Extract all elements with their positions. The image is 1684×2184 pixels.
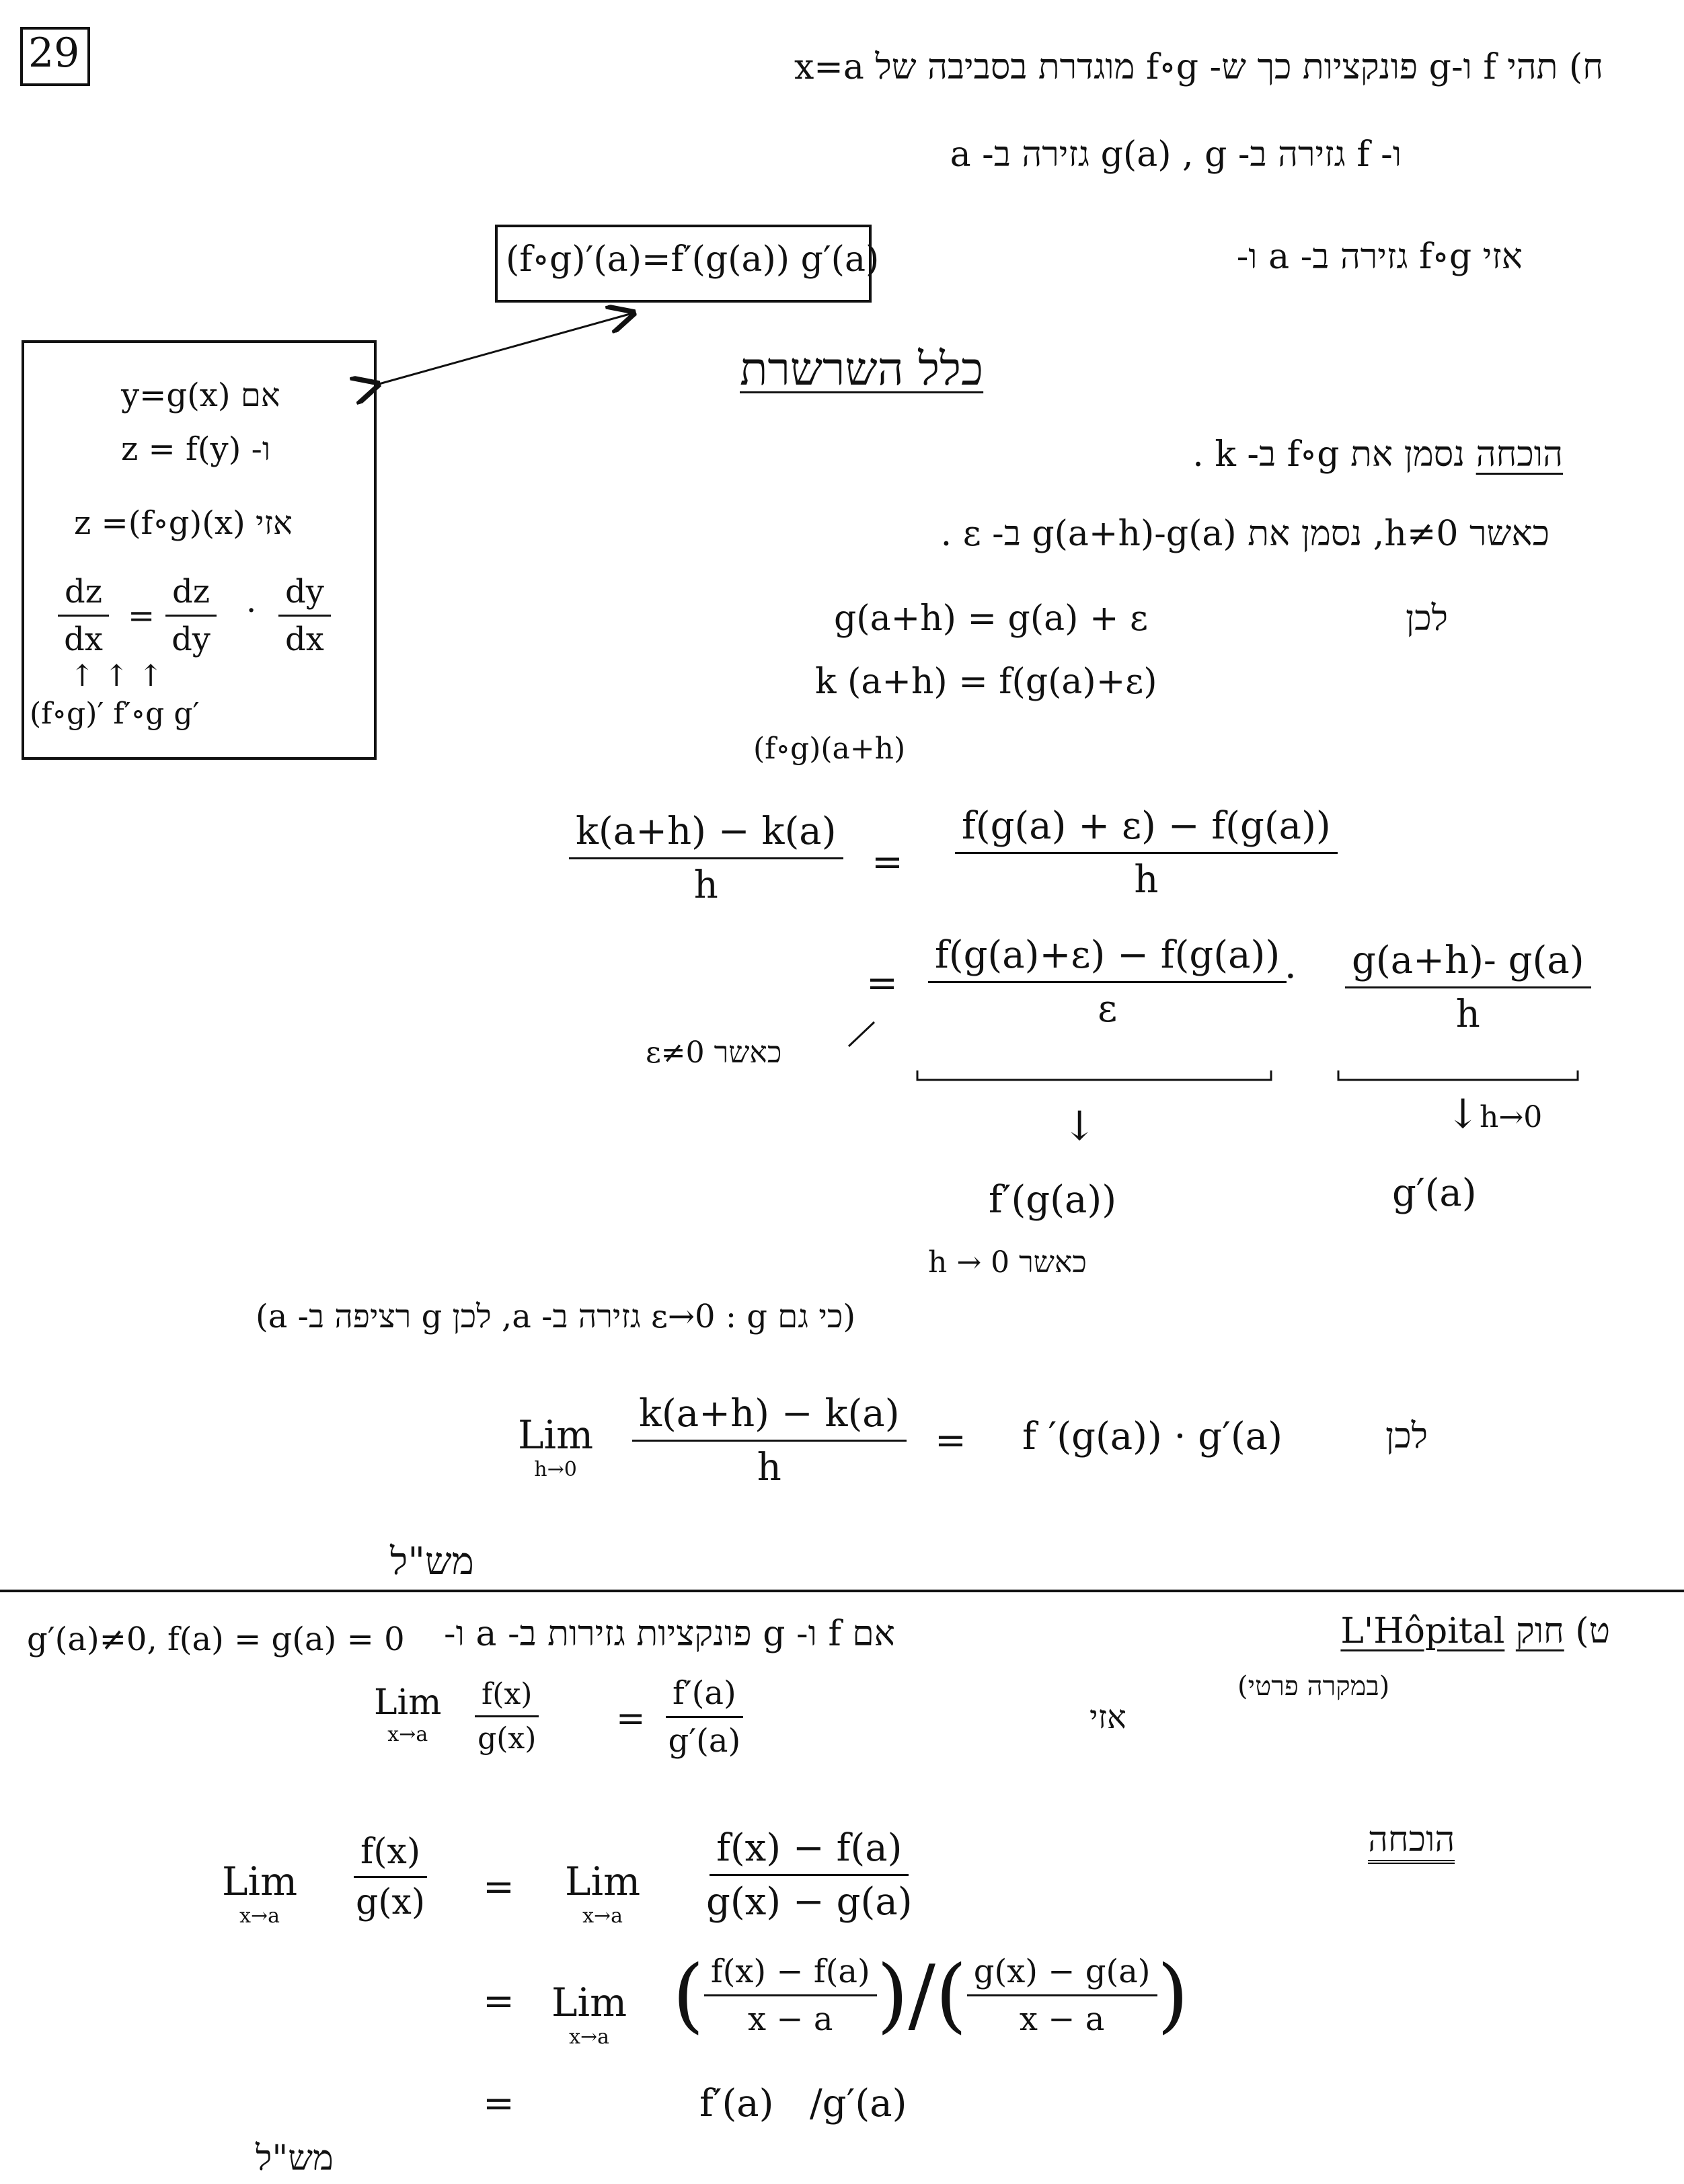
chain-lachen-2: לכן <box>1385 1416 1428 1456</box>
leibniz-arrows: ↑ ↑ ↑ <box>70 659 163 693</box>
chain-rule-line1: ח) תהי f ו-g פונקציות כך ש- f∘g מוגדרת בסביבה של x=a <box>794 47 1603 87</box>
page-number: 29 <box>28 30 80 77</box>
leibniz-line2: ו- z = f(y) <box>121 430 271 468</box>
leibniz-line3: אזי z =(f∘g)(x) <box>74 504 293 542</box>
lhopital-lim-1: Lim x→a <box>374 1682 442 1746</box>
lhopital-equals-4: = <box>483 2082 514 2126</box>
chain-proof-label: הוכחה <box>1476 434 1563 475</box>
chain-eq2: k (a+h) = f(g(a)+ε) <box>815 662 1157 702</box>
chain-rule-title: כלל השרשרת <box>740 343 984 396</box>
lhopital-fx-gx-1: $\frac{f(x)}{g(x)}$ <box>475 1677 539 1756</box>
chain-dot: · <box>1285 955 1297 999</box>
lhopital-step2-frac-a: $\frac{f(x) - f(a)}{x - a}$ <box>704 1953 877 2038</box>
chain-lachen-1: לכן <box>1406 598 1448 639</box>
chain-frac4: $\frac{g(a+h)- g(a)}{h}$ <box>1345 939 1591 1036</box>
chain-frac1: $\frac{k(a+h) - k(a)}{h}$ <box>569 810 843 907</box>
chain-rule-formula: (f∘g)′(a)=f′(g(a)) g′(a) <box>506 239 880 280</box>
leibniz-equals: = <box>128 597 155 635</box>
leibniz-dot: · <box>246 592 257 629</box>
chain-rule-line3: אזי f∘g גזירה ב- a ו- <box>1236 237 1523 277</box>
chain-eq1: g(a+h) = g(a) + ε <box>834 598 1148 639</box>
chain-lim-frac: $\frac{k(a+h) - k(a)}{h}$ <box>632 1392 907 1489</box>
lhopital-equals-1: = <box>616 1699 646 1739</box>
arrow-down-2: ↓ <box>1446 1091 1480 1138</box>
chain-eq2-note: (f∘g)(a+h) <box>753 732 906 766</box>
chain-proof-line2: כאשר h≠0, נסמן את g(a+h)-g(a) ב- ε . <box>940 514 1549 554</box>
lhopital-equals-2: = <box>483 1865 514 1909</box>
chain-equals-1: = <box>872 841 903 884</box>
lhopital-proof-label: הוכחה <box>1368 1820 1455 1864</box>
section-divider <box>0 1590 1684 1592</box>
lhopital-lim-3: Lim x→a <box>565 1859 641 1928</box>
lhopital-lim-2: Lim x→a <box>222 1859 298 1928</box>
arrow-down-1: ↓ <box>1063 1103 1097 1150</box>
chain-frac2: $\frac{f(g(a) + \varepsilon) - f(g(a))}{h}$ <box>955 804 1338 902</box>
leibniz-dzdy: $\frac{dz}{dy}$ <box>165 573 217 658</box>
limit-f-prime: f′(g(a)) <box>989 1178 1117 1222</box>
lhopital-cond-ltr: g′(a)≠0, f(a) = g(a) = 0 <box>27 1621 405 1658</box>
lhopital-equals-3: = <box>483 1980 514 2023</box>
chain-proof-line1-text: נסמן את f∘g ב- k . <box>1192 434 1465 475</box>
lhopital-step3: f′(a) /g′(a) <box>699 2082 907 2126</box>
chain-qed: מש"ל <box>390 1540 474 1584</box>
leibniz-dzdx: $\frac{dz}{dx}$ <box>58 573 109 658</box>
lhopital-sub: (במקרה פרטי) <box>1237 1671 1390 1702</box>
chain-eps-note: כאשר ε≠0 <box>646 1036 782 1070</box>
lhopital-prefix: ט) <box>1575 1611 1610 1651</box>
lhopital-title-en: L'Hôpital <box>1340 1611 1505 1651</box>
chain-rule-line2: ו- f גזירה ב- g(a) , g גזירה ב- a <box>950 134 1402 175</box>
leibniz-dydx: $\frac{dy}{dx}$ <box>278 573 331 658</box>
lhopital-qed: מש"ל <box>256 2138 334 2179</box>
chain-lim-equals: = <box>935 1419 966 1462</box>
because-note: (כי גם ε→0 : g גזירה ב- a, לכן g רציפה ב- a) <box>256 1298 856 1335</box>
leibniz-labels: (f∘g)′ f′∘g g′ <box>30 697 200 731</box>
lhopital-cond: אם f ו- g פונקציות גזירות ב- a ו- <box>444 1614 895 1654</box>
leibniz-line1: אם y=g(x) <box>121 377 280 414</box>
chain-equals-2: = <box>866 962 898 1005</box>
lhopital-title-he: חוק <box>1515 1611 1564 1651</box>
lhopital-label <box>1340 1611 1610 1651</box>
lhopital-fpa-gpa: $\frac{f'(a)}{g'(a)}$ <box>666 1674 743 1760</box>
lhopital-fx-gx-2: $\frac{f(x)}{g(x)}$ <box>354 1832 427 1922</box>
chain-lim-rhs: f ′(g(a)) · g′(a) <box>1022 1415 1283 1458</box>
when-h-to-0: כאשר h → 0 <box>928 1245 1087 1280</box>
lhopital-step2: ( $\frac{f(x) - f(a)}{x - a}$ )/( $\frac{g(x) - g(a)}{x - a}$ ) <box>673 1948 1189 2042</box>
limit-g-prime: g′(a) <box>1392 1171 1477 1215</box>
lhopital-step2-frac-b: $\frac{g(x) - g(a)}{x - a}$ <box>967 1953 1157 2038</box>
lhopital-step1-frac: $\frac{f(x) - f(a)}{g(x) - g(a)}$ <box>706 1826 913 1924</box>
chain-frac3: $\frac{f(g(a)+\varepsilon) - f(g(a))}{\varepsilon}$ <box>928 933 1287 1031</box>
lhopital-azai: אזי <box>1089 1699 1126 1736</box>
h-to-0: h→0 <box>1480 1100 1543 1134</box>
lhopital-lim-4: Lim x→a <box>551 1980 627 2049</box>
chain-lim: Lim h→0 <box>518 1412 594 1481</box>
